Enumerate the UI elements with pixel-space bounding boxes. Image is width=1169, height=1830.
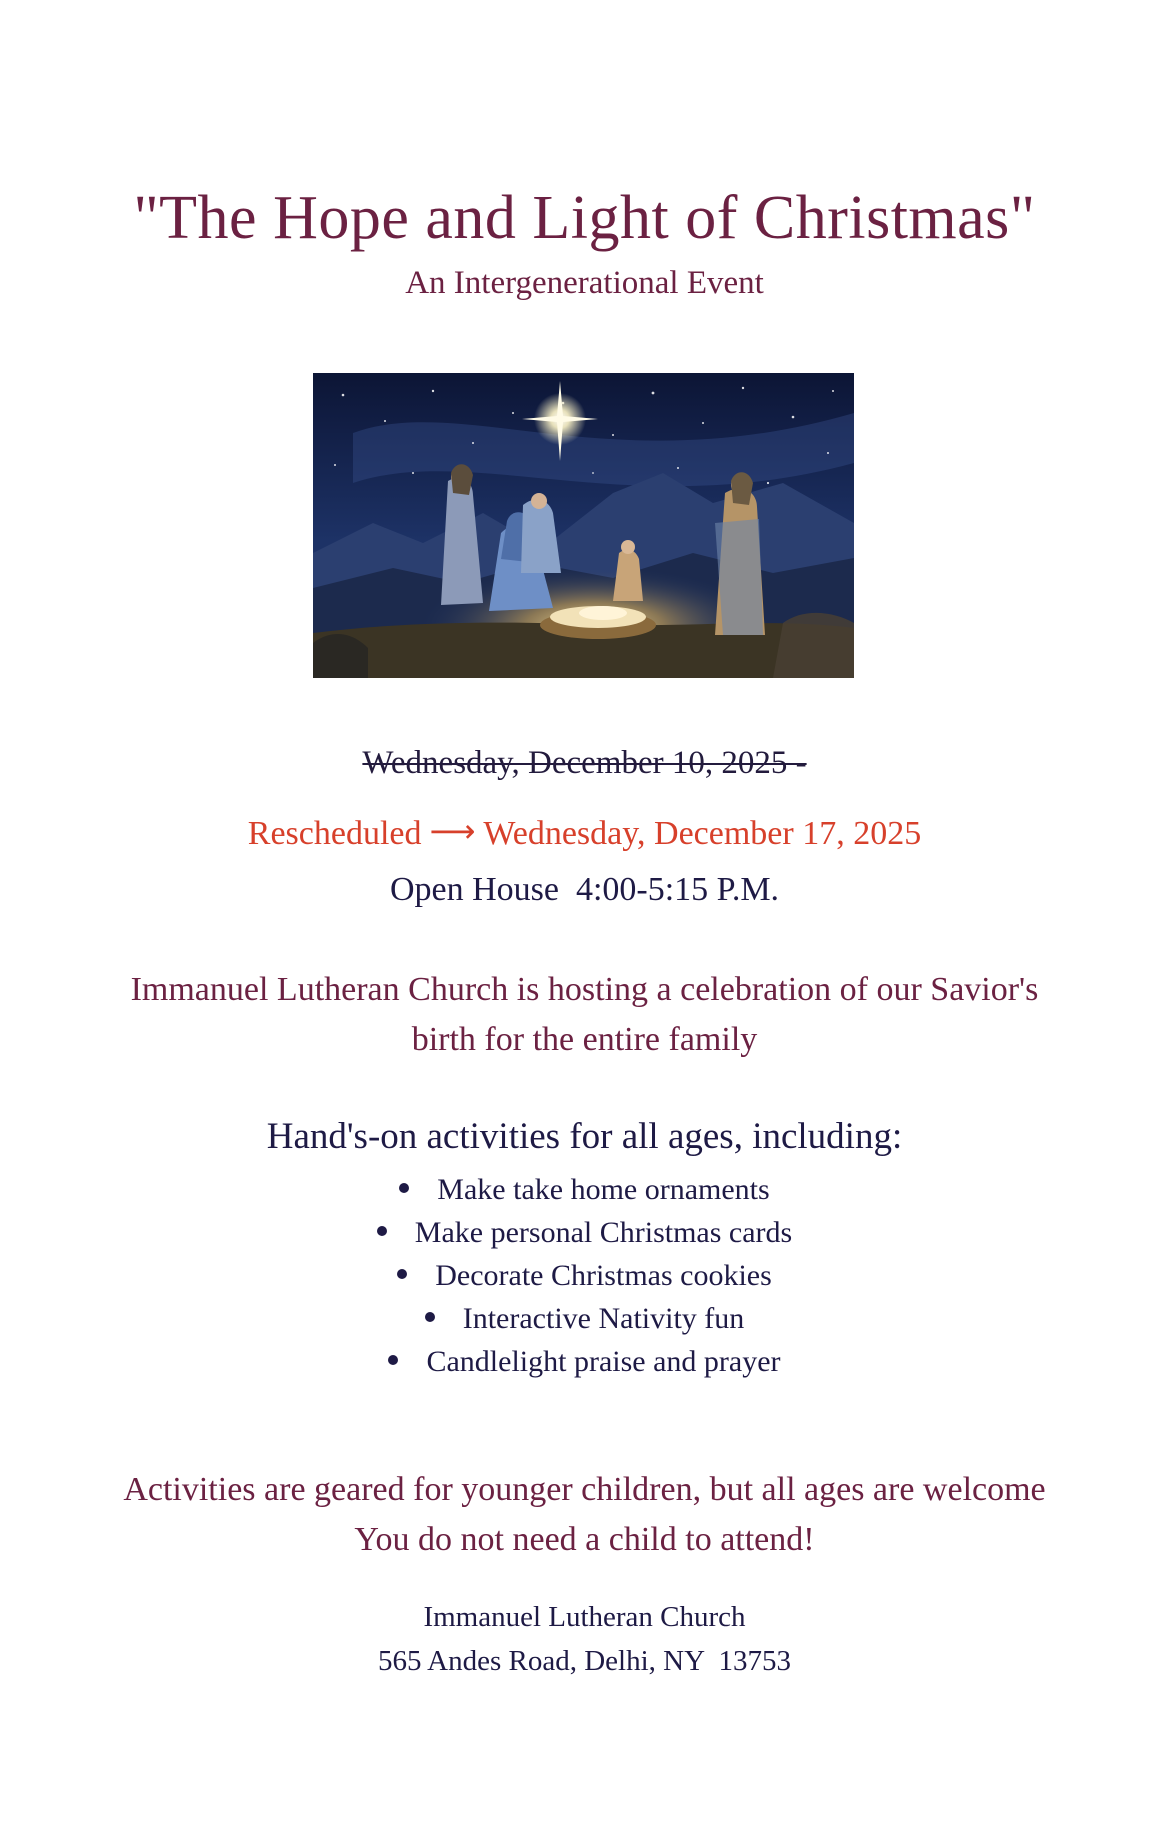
nativity-scene-image (313, 373, 854, 678)
church-name: Immanuel Lutheran Church (423, 1601, 746, 1633)
list-item (0, 1211, 1169, 1254)
intro-paragraph (40, 965, 1129, 1065)
original-date: Wednesday, December 10, 2025 - (362, 745, 807, 781)
intro-line: birth for the entire family (411, 1021, 758, 1058)
bullet-icon (399, 1183, 409, 1193)
welcome-paragraph (20, 1465, 1149, 1565)
bullet-icon (397, 1269, 407, 1279)
welcome-line: Activities are geared for younger children, but all ages are welcome (123, 1471, 1046, 1508)
intro-line: Immanuel Lutheran Church is hosting a celebration of our Savior's (130, 971, 1039, 1008)
street-address: 565 Andes Road, Delhi, NY 13753 (378, 1645, 791, 1677)
list-item-label: Interactive Nativity fun (462, 1302, 745, 1335)
arrow-right-icon: ⟶ (429, 812, 476, 850)
event-title: "The Hope and Light of Christmas" (133, 184, 1036, 252)
list-item (0, 1168, 1169, 1211)
list-item-label: Make personal Christmas cards (414, 1216, 793, 1249)
activities-heading: Hand's-on activities for all ages, including: (266, 1116, 903, 1157)
new-date: Wednesday, December 17, 2025 (483, 815, 922, 852)
list-item-label: Candlelight praise and prayer (426, 1345, 781, 1378)
activities-list (0, 1168, 1169, 1383)
list-item-label: Make take home ornaments (437, 1173, 770, 1206)
bullet-icon (377, 1226, 387, 1236)
list-item (0, 1297, 1169, 1340)
welcome-line: You do not need a child to attend! (354, 1521, 815, 1558)
rescheduled-notice (0, 809, 1169, 856)
list-item (0, 1340, 1169, 1383)
list-item-label: Decorate Christmas cookies (435, 1259, 772, 1292)
rescheduled-label: Rescheduled (247, 815, 422, 852)
list-item (0, 1254, 1169, 1297)
open-house-time: Open House 4:00-5:15 P.M. (389, 871, 780, 908)
bullet-icon (388, 1355, 398, 1365)
bullet-icon (425, 1312, 435, 1322)
event-subtitle: An Intergenerational Event (405, 265, 764, 301)
church-address (0, 1595, 1169, 1683)
